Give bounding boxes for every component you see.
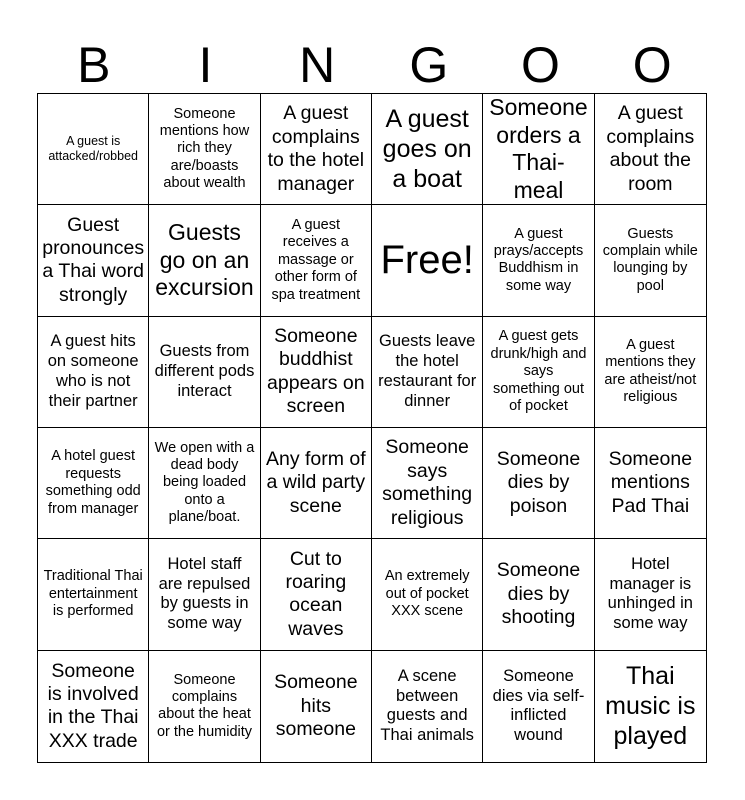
bingo-header (38, 38, 708, 92)
bingo-cell[interactable]: Someone mentions how rich they are/boasts about wealth (149, 94, 260, 205)
bingo-cell[interactable]: Guests from different pods interact (149, 317, 260, 428)
bingo-cell[interactable]: We open with a dead body being loaded onto a plane/boat. (149, 428, 260, 539)
bingo-cell[interactable]: A guest hits on someone who is not their partner (38, 317, 149, 428)
bingo-cell[interactable]: Guest pronounces a Thai word strongly (38, 205, 149, 316)
bingo-cell[interactable]: A scene between guests and Thai animals (372, 651, 483, 762)
bingo-cell[interactable]: Any form of a wild party scene (261, 428, 372, 539)
bingo-cell[interactable]: Someone hits someone (261, 651, 372, 762)
bingo-cell[interactable]: Hotel manager is unhinged in some way (595, 539, 706, 650)
bingo-cell[interactable]: Guests go on an excursion (149, 205, 260, 316)
header-letter-n: N (299, 37, 336, 93)
bingo-cell[interactable]: Someone orders a Thai-meal (483, 94, 594, 205)
bingo-cell[interactable]: Cut to roaring ocean waves (261, 539, 372, 650)
bingo-cell[interactable]: A guest mentions they are atheist/not religious (595, 317, 706, 428)
bingo-cell[interactable]: Someone dies by shooting (483, 539, 594, 650)
bingo-cell[interactable]: A guest complains to the hotel manager (261, 94, 372, 205)
bingo-cell[interactable]: Someone says something religious (372, 428, 483, 539)
bingo-cell[interactable]: A guest complains about the room (595, 94, 706, 205)
bingo-cell[interactable]: A guest prays/accepts Buddhism in some way (483, 205, 594, 316)
bingo-cell[interactable]: Someone buddhist appears on screen (261, 317, 372, 428)
bingo-cell[interactable]: A hotel guest requests something odd from manager (38, 428, 149, 539)
header-letter-g: G (409, 37, 449, 93)
bingo-cell[interactable]: Someone dies via self-inflicted wound (483, 651, 594, 762)
bingo-cell[interactable]: Someone is involved in the Thai XXX trade (38, 651, 149, 762)
free-space-cell[interactable]: Free! (372, 205, 483, 316)
bingo-cell[interactable]: A guest goes on a boat (372, 94, 483, 205)
bingo-cell[interactable]: Someone dies by poison (483, 428, 594, 539)
bingo-cell[interactable]: A guest receives a massage or other form of spa treatment (261, 205, 372, 316)
header-letter-o: O (521, 37, 560, 93)
bingo-cell[interactable]: Thai music is played (605, 662, 696, 751)
bingo-cell[interactable]: Traditional Thai entertainment is performed (38, 539, 149, 650)
bingo-cell[interactable]: A guest is attacked/robbed (38, 94, 149, 205)
bingo-cell[interactable]: A guest gets drunk/high and says something out of pocket (483, 317, 594, 428)
header-letter-o-2: O (632, 37, 672, 93)
bingo-cell[interactable]: Guests complain while lounging by pool (595, 205, 706, 316)
bingo-cell[interactable]: Guests leave the hotel restaurant for dinner (372, 317, 483, 428)
header-letter-i: I (198, 37, 213, 93)
header-letter-b: B (77, 37, 111, 93)
bingo-cell[interactable]: Someone complains about the heat or the humidity (149, 651, 260, 762)
bingo-board (37, 93, 707, 763)
bingo-cell[interactable]: Someone mentions Pad Thai (595, 428, 706, 539)
bingo-cell[interactable]: An extremely out of pocket XXX scene (372, 539, 483, 650)
bingo-cell[interactable]: Hotel staff are repulsed by guests in some way (149, 539, 260, 650)
